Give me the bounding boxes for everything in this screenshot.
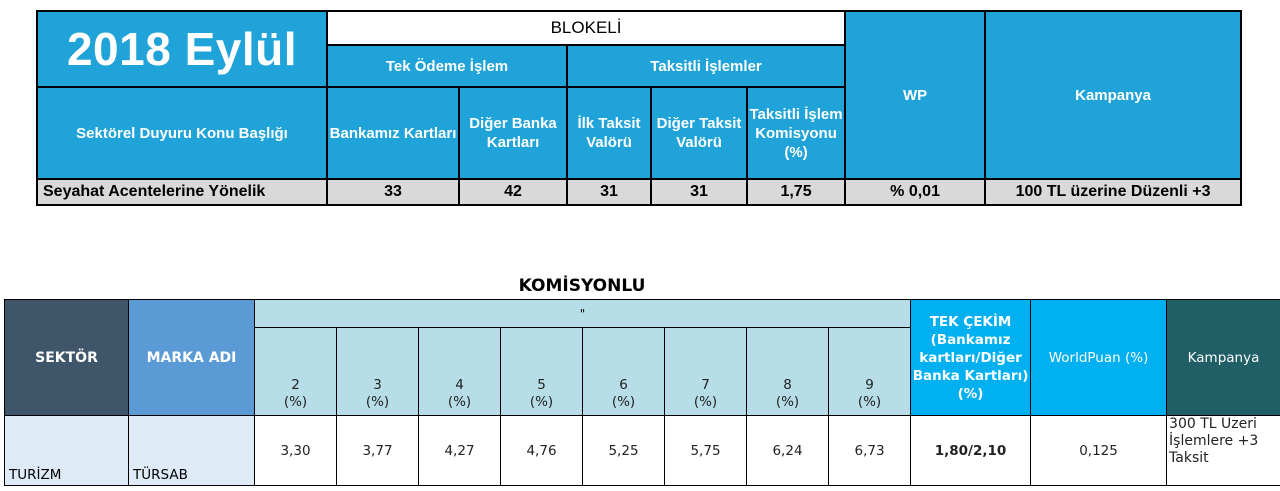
kampanya-header: Kampanya <box>985 11 1241 179</box>
installment-count: 7 <box>701 377 710 393</box>
sektor-header: SEKTÖR <box>5 300 129 416</box>
installment-5-value: 4,76 <box>501 416 583 486</box>
installment-count: 3 <box>373 377 382 393</box>
installment-7-value: 5,75 <box>665 416 747 486</box>
installment-4-value: 4,27 <box>419 416 501 486</box>
installment-9-header <box>829 328 911 416</box>
installment-8-header <box>747 328 829 416</box>
installment-unit: (%) <box>365 394 390 410</box>
installment-unit: (%) <box>693 394 718 410</box>
komisyon-cell: 1,75 <box>747 179 845 205</box>
period-title: 2018 Eylül <box>37 11 327 87</box>
kampanya-cell: 100 TL üzerine Düzenli +3 <box>985 179 1241 205</box>
installment-unit: (%) <box>447 394 472 410</box>
table-row <box>37 179 1241 205</box>
installment-count: 6 <box>619 377 628 393</box>
installment-count: 4 <box>455 377 464 393</box>
diger-taksit-header: Diğer Taksit Valörü <box>651 87 747 179</box>
wp-cell: % 0,01 <box>845 179 985 205</box>
komisyonlu-title: KOMİSYONLU <box>518 276 646 296</box>
worldpuan-cell: 0,125 <box>1031 416 1167 486</box>
installment-unit: (%) <box>775 394 800 410</box>
installment-unit: (%) <box>283 394 308 410</box>
diger-banka-header: Diğer Banka Kartları <box>459 87 567 179</box>
bankamiz-kartlari-header: Bankamız Kartları <box>327 87 459 179</box>
kampanya-header-2: Kampanya <box>1167 300 1280 416</box>
installment-count: 8 <box>783 377 792 393</box>
diger-banka-cell: 42 <box>459 179 567 205</box>
installment-5-header <box>501 328 583 416</box>
installment-6-value: 5,25 <box>583 416 665 486</box>
blokeli-header: BLOKELİ <box>327 11 845 45</box>
ilk-taksit-cell: 31 <box>567 179 651 205</box>
installment-9-value: 6,73 <box>829 416 911 486</box>
ilk-taksit-header: İlk Taksit Valörü <box>567 87 651 179</box>
installment-7-header <box>665 328 747 416</box>
wp-header: WP <box>845 11 985 179</box>
installment-unit: (%) <box>857 394 882 410</box>
tek-cekim-header: TEK ÇEKİM (Bankamız kartları/Diğer Banka Kartları)(%) <box>911 300 1031 416</box>
installment-unit: (%) <box>611 394 636 410</box>
diger-taksit-cell: 31 <box>651 179 747 205</box>
installment-3-value: 3,77 <box>337 416 419 486</box>
installment-8-value: 6,24 <box>747 416 829 486</box>
installments-group-header: " <box>255 300 911 328</box>
sektor-cell: TURİZM <box>5 416 129 486</box>
blokeli-table <box>36 10 1242 206</box>
installment-3-header <box>337 328 419 416</box>
komisyonlu-table <box>4 299 1280 486</box>
installment-unit: (%) <box>529 394 554 410</box>
kampanya-cell-2: 300 TL Üzeri İşlemlere +3 Taksit <box>1167 416 1280 486</box>
installment-count: 2 <box>291 377 300 393</box>
taksitli-komisyon-header: Taksitli İşlem Komisyonu (%) <box>747 87 845 179</box>
bankamiz-cell: 33 <box>327 179 459 205</box>
installment-6-header <box>583 328 665 416</box>
marka-header: MARKA ADI <box>129 300 255 416</box>
konu-cell: Seyahat Acentelerine Yönelik <box>37 179 327 205</box>
installment-count: 9 <box>865 377 874 393</box>
installment-2-value: 3,30 <box>255 416 337 486</box>
installment-2-header <box>255 328 337 416</box>
taksitli-islemler-header: Taksitli İşlemler <box>567 45 845 87</box>
tek-cekim-cell: 1,80/2,10 <box>911 416 1031 486</box>
installment-4-header <box>419 328 501 416</box>
tek-odeme-header: Tek Ödeme İşlem <box>327 45 567 87</box>
marka-cell: TÜRSAB <box>129 416 255 486</box>
installment-count: 5 <box>537 377 546 393</box>
sektorel-header: Sektörel Duyuru Konu Başlığı <box>37 87 327 179</box>
table-row <box>5 416 1280 486</box>
worldpuan-header: WorldPuan (%) <box>1031 300 1167 416</box>
